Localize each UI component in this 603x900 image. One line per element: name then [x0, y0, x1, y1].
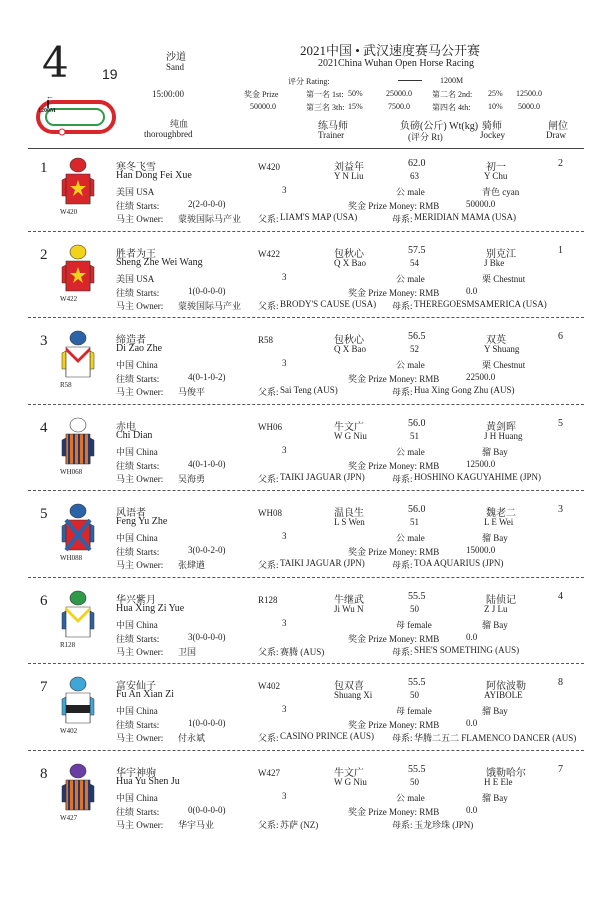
owner-label: 马主 Owner: [116, 646, 164, 657]
rating: 51 [410, 430, 419, 441]
entry-divider [28, 750, 584, 751]
sex: 公 male [396, 533, 425, 543]
horse-name-en: Di Zao Zhe [116, 343, 163, 354]
horse-name-cn: 胜者为王 [116, 248, 156, 260]
draw: 7 [558, 763, 563, 775]
sex: 公 male [396, 446, 425, 457]
prize-money: 15000.0 [466, 545, 496, 555]
silk-code: W402 [60, 727, 78, 735]
draw: 2 [558, 158, 563, 169]
dam: Hua Xing Gong Zhu (AUS) [414, 385, 515, 395]
horse-name-en: Hua Yu Shen Ju [116, 775, 180, 787]
jockey-cn: 初一 [486, 162, 506, 173]
prize-label: 奖金 Prize Money: RMB [348, 720, 440, 730]
surface-cn: 沙道 [166, 52, 186, 63]
age: 3 [282, 617, 287, 628]
sex: 公 male [396, 273, 425, 284]
first-label: 第一名 1st: [306, 90, 344, 99]
dam-label: 母系: [392, 733, 413, 743]
owner-label: 马主 Owner: [116, 473, 164, 484]
dam-label: 母系: [392, 214, 413, 224]
coat-color: 青色 cyan [482, 187, 520, 197]
entry-number: 4 [40, 419, 48, 436]
horse-code: W422 [258, 248, 280, 259]
trainer-en: Q X Bao [334, 257, 366, 268]
rating: 52 [410, 344, 419, 354]
surface-en: Sand [166, 62, 184, 72]
weight: 56.0 [408, 417, 426, 429]
horse-name-en: Sheng Zhe Wei Wang [116, 256, 203, 268]
weight: 62.0 [408, 158, 426, 169]
horse-name-cn: 风语者 [116, 508, 146, 519]
owner: 张肆遒 [178, 560, 206, 570]
rating: 50 [410, 690, 419, 700]
horse-code: W420 [258, 162, 280, 172]
jockey-silk-icon [60, 502, 96, 552]
weight: 55.5 [408, 677, 426, 688]
dam-label: 母系: [392, 387, 413, 397]
age: 3 [282, 790, 287, 801]
prize-label: 奖金 Prize Money: RMB [348, 806, 440, 817]
jockey-en: H E Ele [484, 776, 513, 787]
trainer-en: L S Wen [334, 517, 365, 527]
race-sup-number: 19 [102, 66, 118, 82]
dam-label: 母系: [392, 646, 413, 657]
entry-number: 3 [40, 333, 48, 349]
third-pct: 15% [348, 102, 363, 111]
sire-label: 父系: [258, 733, 279, 743]
jockey-cn: 魏老二 [486, 508, 516, 519]
prize-total: 50000.0 [250, 102, 276, 111]
draw: 1 [558, 244, 563, 256]
trainer-en: Shuang Xi [334, 690, 373, 700]
jockey-silk-icon [60, 243, 96, 293]
jockey-silk-icon [60, 675, 96, 725]
entry-number: 5 [40, 506, 48, 522]
sire-label: 父系: [258, 300, 279, 311]
trainer-cn: 包双喜 [334, 681, 364, 692]
sire: TAIKI JAGUAR (JPN) [280, 471, 365, 482]
col-trainer-cn: 练马师 [318, 121, 348, 132]
first-pct: 50% [348, 89, 363, 98]
draw: 5 [558, 417, 563, 429]
prize-money: 50000.0 [466, 199, 496, 209]
trainer-cn: 温良生 [334, 508, 364, 519]
owner: 吴海勇 [178, 473, 206, 484]
silk-code: R128 [60, 640, 76, 649]
entry-number: 7 [40, 679, 48, 695]
sire: BRODY'S CAUSE (USA) [280, 298, 377, 309]
third-amt: 7500.0 [388, 102, 410, 111]
fourth-pct: 10% [488, 102, 503, 111]
weight: 55.5 [408, 590, 426, 602]
silk-code: WH088 [60, 554, 83, 562]
trainer-en: Y N Liu [334, 171, 364, 181]
age: 3 [282, 531, 287, 541]
entry-divider [28, 490, 584, 491]
prize-money: 0.0 [466, 285, 478, 296]
starts-record: 1(0-0-0-0) [188, 285, 226, 296]
prize-label: 奖金 Prize Money: RMB [348, 201, 440, 211]
entry-divider [28, 404, 584, 405]
age: 3 [282, 358, 287, 368]
horse-code: W402 [258, 681, 280, 691]
starts-record: 3(0-0-0-0) [188, 631, 226, 642]
starts-label: 往绩 Starts: [116, 633, 160, 644]
trainer-cn: 包秋心 [334, 248, 364, 260]
owner-label: 马主 Owner: [116, 560, 164, 570]
weight: 56.5 [408, 331, 426, 342]
starts-record: 4(0-1-0-0) [188, 458, 226, 469]
prize-label: 奖金 Prize Money: RMB [348, 287, 440, 298]
dam: 玉龙珍珠 (JPN) [414, 819, 474, 830]
silk-code: R58 [60, 381, 72, 389]
weight: 55.5 [408, 763, 426, 775]
jockey-cn: 黄剑晖 [486, 421, 516, 433]
jockey-silk-icon [60, 589, 96, 639]
second-pct: 25% [488, 89, 503, 98]
track-distance-label: 1200M [38, 108, 56, 114]
dam: TOA AQUARIUS (JPN) [414, 558, 504, 568]
dam: THEREGOESMSAMERICA (USA) [414, 298, 547, 309]
starts-record: 1(0-0-0-0) [188, 718, 226, 728]
trainer-cn: 牛文广 [334, 767, 364, 779]
age: 3 [282, 444, 287, 455]
sex: 母 female [396, 706, 432, 716]
rating-line [398, 80, 422, 81]
horse-code: WH06 [258, 421, 282, 432]
sire-label: 父系: [258, 819, 279, 830]
sire-label: 父系: [258, 646, 279, 657]
col-wt-cn: 负磅(公斤) Wt(kg) [400, 121, 479, 132]
dam: SHE'S SOMETHING (AUS) [414, 644, 520, 655]
horse-name-cn: 华宇神驹 [116, 767, 156, 779]
col-jockey-cn: 骑师 [482, 121, 502, 132]
coat-color: 骝 Bay [482, 446, 508, 457]
dam-label: 母系: [392, 300, 413, 311]
horse-name-cn: 寒冬飞雪 [116, 162, 156, 173]
coat-color: 栗 Chestnut [482, 273, 526, 284]
dam: 华腾二五二 FLAMENCO DANCER (AUS) [414, 733, 577, 743]
jockey-en: L E Wei [484, 517, 514, 527]
jockey-en: Y Shuang [484, 344, 520, 354]
jockey-en: J H Huang [484, 430, 523, 441]
jockey-en: Z J Lu [484, 603, 508, 614]
second-label: 第二名 2nd: [432, 90, 473, 99]
starts-label: 往绩 Starts: [116, 720, 160, 730]
starts-label: 往绩 Starts: [116, 547, 160, 557]
age: 3 [282, 704, 287, 714]
col-draw-cn: 闸位 [548, 121, 568, 132]
owner-label: 马主 Owner: [116, 819, 164, 830]
fourth-amt: 5000.0 [518, 102, 540, 111]
prize-money: 12500.0 [466, 458, 496, 469]
prize-money: 0.0 [466, 804, 478, 815]
trainer-cn: 牛继武 [334, 594, 364, 606]
country: 中国 China [116, 792, 158, 803]
trainer-en: Ji Wu N [334, 603, 364, 614]
age: 3 [282, 271, 287, 282]
silk-code: WH068 [60, 467, 83, 476]
horse-code: R58 [258, 335, 274, 345]
horse-code: W427 [258, 767, 280, 778]
silk-code: W420 [60, 208, 78, 216]
prize-label: 奖金 Prize Money: RMB [348, 633, 440, 644]
header-divider [28, 148, 584, 149]
race-title-cn: 2021中国 • 武汉速度赛马公开赛 [300, 43, 481, 58]
coat-color: 骝 Bay [482, 706, 508, 716]
jockey-en: J Bke [484, 257, 505, 268]
draw: 6 [558, 331, 563, 342]
third-label: 第三名 3th: [306, 103, 345, 112]
dam-label: 母系: [392, 560, 413, 570]
rating: 50 [410, 776, 419, 787]
owner: 付永斌 [178, 733, 206, 743]
dam: MERIDIAN MAMA (USA) [414, 212, 517, 222]
country: 中国 China [116, 619, 158, 630]
horse-name-en: Han Dong Fei Xue [116, 170, 192, 181]
starts-record: 0(0-0-0-0) [188, 804, 226, 815]
starts-record: 2(2-0-0-0) [188, 199, 226, 209]
country: 中国 China [116, 360, 158, 370]
first-amt: 25000.0 [386, 89, 412, 98]
rating: 50 [410, 603, 419, 614]
race-time: 15:00:00 [152, 89, 185, 99]
jockey-cn: 饿勒哈尔 [486, 767, 526, 779]
sex: 公 male [396, 360, 425, 370]
horse-name-en: Fu An Xian Zi [116, 689, 175, 700]
rating: 51 [410, 517, 419, 527]
jockey-en: AYIBOLE [484, 690, 523, 700]
owner: 华宇马业 [178, 819, 215, 830]
entry-divider [28, 317, 584, 318]
dam-label: 母系: [392, 819, 413, 830]
country: 中国 China [116, 706, 158, 716]
starts-label: 往绩 Starts: [116, 806, 160, 817]
coat-color: 骝 Bay [482, 792, 508, 803]
track-diagram [34, 96, 118, 136]
entry-number: 6 [40, 592, 48, 609]
rating: 54 [410, 257, 419, 268]
entry-divider [28, 231, 584, 232]
sire: 苏萨 (NZ) [280, 819, 319, 830]
horse-name-cn: 华兴紫月 [116, 594, 156, 606]
horse-code: R128 [258, 594, 278, 605]
entry-number: 8 [40, 765, 48, 782]
trainer-cn: 刘益年 [334, 162, 364, 173]
owner: 蒙骏国际马产业 [178, 300, 242, 311]
weight: 56.0 [408, 504, 426, 515]
country: 美国 USA [116, 187, 155, 197]
trainer-en: W G Niu [334, 430, 367, 441]
prize-money: 0.0 [466, 631, 478, 642]
draw: 4 [558, 590, 563, 602]
trainer-cn: 牛文广 [334, 421, 364, 433]
owner: 马俊平 [178, 387, 206, 397]
second-amt: 12500.0 [516, 89, 542, 98]
prize-money: 0.0 [466, 718, 478, 728]
sex: 公 male [396, 792, 425, 803]
prize-label: 奖金 Prize [244, 90, 279, 99]
coat-color: 栗 Chestnut [482, 360, 526, 370]
weight: 57.5 [408, 244, 426, 256]
col-wt-en: (评分 Rt) [408, 132, 443, 142]
country: 中国 China [116, 446, 158, 457]
starts-record: 3(0-0-2-0) [188, 545, 226, 555]
col-jockey-en: Jockey [480, 130, 505, 140]
horse-name-cn: 富安仙子 [116, 681, 156, 692]
race-title-en: 2021China Wuhan Open Horse Racing [318, 58, 475, 69]
prize-label: 奖金 Prize Money: RMB [348, 547, 440, 557]
dam-label: 母系: [392, 473, 413, 484]
sire: Sai Teng (AUS) [280, 385, 338, 395]
rating-label: 评分 Rating: [288, 77, 330, 86]
jockey-silk-icon [60, 416, 96, 466]
jockey-cn: 双英 [486, 335, 506, 346]
sire: LIAM'S MAP (USA) [280, 212, 358, 222]
silk-code: W422 [60, 294, 78, 303]
jockey-en: Y Chu [484, 171, 508, 181]
owner: 卫国 [178, 646, 197, 657]
prize-label: 奖金 Prize Money: RMB [348, 374, 440, 384]
age: 3 [282, 185, 287, 195]
entry-divider [28, 663, 584, 664]
sire-label: 父系: [258, 214, 279, 224]
prize-money: 22500.0 [466, 372, 496, 382]
sire-label: 父系: [258, 473, 279, 484]
coat-color: 骝 Bay [482, 619, 508, 630]
starts-label: 往绩 Starts: [116, 201, 160, 211]
jockey-silk-icon [60, 329, 96, 379]
sex: 公 male [396, 187, 425, 197]
entry-number: 1 [40, 160, 48, 176]
dam: HOSHINO KAGUYAHIME (JPN) [414, 471, 541, 482]
draw: 8 [558, 677, 563, 688]
entry-number: 2 [40, 246, 48, 263]
sex: 母 female [396, 619, 432, 630]
race-number: 4 [42, 38, 69, 87]
jockey-cn: 别克江 [486, 248, 516, 260]
jockey-cn: 陆侦记 [486, 594, 516, 606]
horse-name-en: Chi Dian [116, 429, 153, 441]
trainer-en: Q X Bao [334, 344, 366, 354]
jockey-cn: 阿依波勒 [486, 681, 526, 692]
horse-code: WH08 [258, 508, 282, 518]
owner: 蒙骏国际马产业 [178, 214, 242, 224]
horse-name-cn: 赤电 [116, 421, 136, 433]
draw: 3 [558, 504, 563, 515]
breed-en: thoroughbred [144, 129, 193, 139]
jockey-silk-icon [60, 762, 96, 812]
starts-label: 往绩 Starts: [116, 374, 160, 384]
starts-label: 往绩 Starts: [116, 287, 160, 298]
sire: 赛腾 (AUS) [280, 646, 325, 657]
owner-label: 马主 Owner: [116, 387, 164, 397]
fourth-label: 第四名 4th: [432, 103, 471, 112]
sire: CASINO PRINCE (AUS) [280, 731, 375, 741]
sire-label: 父系: [258, 560, 279, 570]
col-draw-en: Draw [546, 130, 566, 140]
starts-label: 往绩 Starts: [116, 460, 160, 471]
trainer-en: W G Niu [334, 776, 367, 787]
jockey-silk-icon [60, 156, 96, 206]
horse-name-en: Hua Xing Zi Yue [116, 602, 185, 614]
owner-label: 马主 Owner: [116, 300, 164, 311]
breed-cn: 纯血 [170, 119, 189, 129]
trainer-cn: 包秋心 [334, 335, 364, 346]
entry-divider [28, 577, 584, 578]
starts-record: 4(0-1-0-2) [188, 372, 226, 382]
track-arrow-icon: ← [46, 92, 54, 101]
prize-label: 奖金 Prize Money: RMB [348, 460, 440, 471]
country: 中国 China [116, 533, 158, 543]
owner-label: 马主 Owner: [116, 733, 164, 743]
horse-name-cn: 缔造者 [116, 335, 146, 346]
sire-label: 父系: [258, 387, 279, 397]
country: 美国 USA [116, 273, 155, 284]
owner-label: 马主 Owner: [116, 214, 164, 224]
silk-code: W427 [60, 813, 78, 822]
distance: 1200M [440, 76, 464, 85]
sire: TAIKI JAGUAR (JPN) [280, 558, 365, 568]
col-trainer-en: Trainer [318, 130, 345, 140]
coat-color: 骝 Bay [482, 533, 508, 543]
rating: 63 [410, 171, 419, 181]
horse-name-en: Feng Yu Zhe [116, 516, 168, 527]
